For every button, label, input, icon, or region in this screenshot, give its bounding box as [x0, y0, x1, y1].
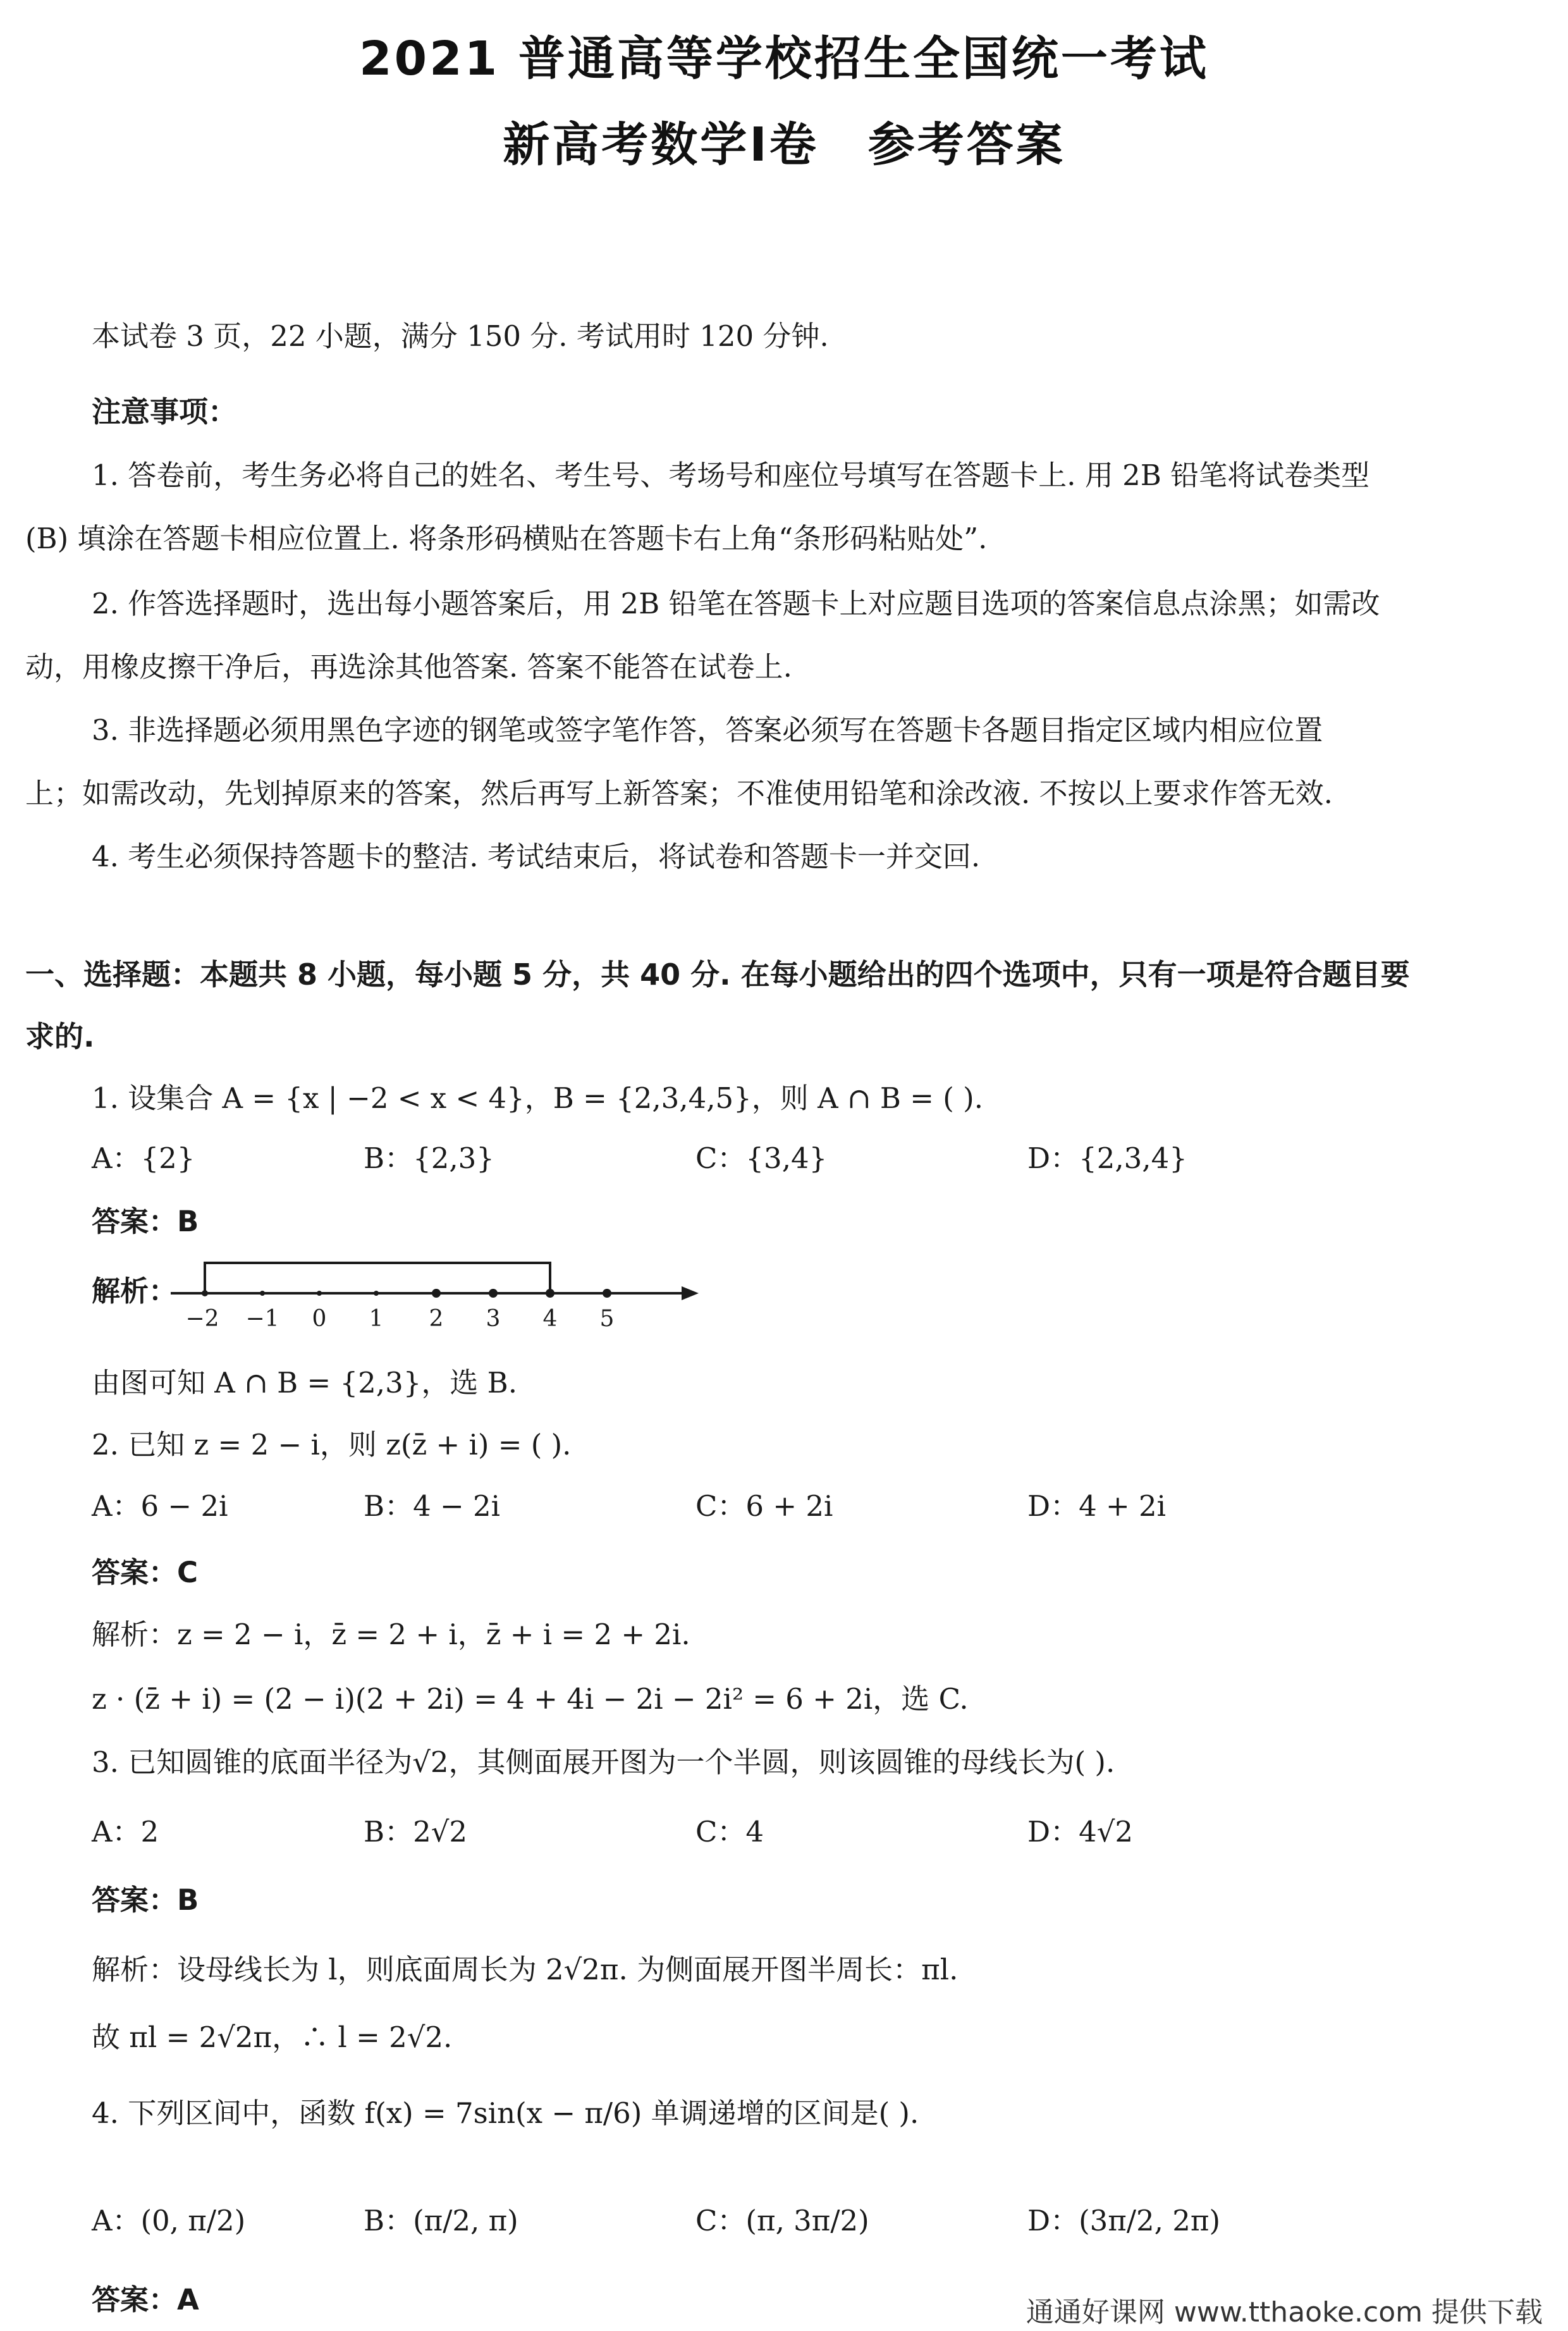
- q2-analysis-line-2: z · (z̄ + i) = (2 − i)(2 + 2i) = 4 + 4i − 2i − 2i² = 6 + 2i，选 C.: [92, 1682, 969, 1716]
- tick-label: 5: [599, 1306, 615, 1332]
- q1-option-d: D：{2,3,4}: [1027, 1141, 1187, 1175]
- point-4: [546, 1289, 554, 1298]
- q1-conclusion: 由图可知 A ∩ B = {2,3}，选 B.: [92, 1366, 518, 1399]
- q1-stem: 1. 设集合 A = {x | −2 < x < 4}，B = {2,3,4,5}，则 A ∩ B = ( ).: [92, 1081, 984, 1115]
- tick-label: −1: [245, 1306, 279, 1332]
- q4-option-a: A：(0, π/2): [92, 2204, 246, 2237]
- q3-answer: 答案：B: [92, 1883, 199, 1917]
- note-1-line-1: 1. 答卷前，考生务必将自己的姓名、考生号、考场号和座位号填写在答题卡上. 用 2B 铅笔将试卷类型: [92, 458, 1370, 492]
- q3-option-b: B：2√2: [364, 1815, 468, 1848]
- q3-option-a: A：2: [92, 1815, 159, 1848]
- note-1-line-2: (B) 填涂在答题卡相应位置上. 将条形码横贴在答题卡右上角“条形码粘贴处”.: [25, 522, 988, 555]
- tick-label: 2: [429, 1306, 444, 1332]
- q1-answer: 答案：B: [92, 1205, 199, 1238]
- q1-option-c: C：{3,4}: [695, 1141, 828, 1175]
- q3-analysis-line-2: 故 πl = 2√2π，∴ l = 2√2.: [92, 2020, 453, 2054]
- exam-intro: 本试卷 3 页，22 小题，满分 150 分. 考试用时 120 分钟.: [92, 319, 829, 353]
- watermark-footer: 通通好课网 www.tthaoke.com 提供下载: [1026, 2296, 1543, 2328]
- q4-stem: 4. 下列区间中，函数 f(x) = 7sin(x − π/6) 单调递增的区间是( ).: [92, 2096, 919, 2130]
- point-2: [432, 1289, 441, 1298]
- q3-option-d: D：4√2: [1027, 1815, 1134, 1848]
- note-3-line-2: 上；如需改动，先划掉原来的答案，然后再写上新答案；不准使用铅笔和涂改液. 不按以上要求作答无效.: [25, 777, 1333, 810]
- tick-mark: [317, 1291, 322, 1296]
- q1-analysis-label: 解析：: [92, 1274, 178, 1308]
- tick-label: 1: [369, 1306, 384, 1332]
- tick-mark: [260, 1291, 265, 1296]
- q1-option-a: A：{2}: [92, 1141, 195, 1175]
- tick-label: 3: [486, 1306, 501, 1332]
- q4-option-b: B：(π/2, π): [364, 2204, 518, 2237]
- q1-option-b: B：{2,3}: [364, 1141, 494, 1175]
- number-axis-arrow: [682, 1286, 699, 1300]
- q2-option-a: A：6 − 2i: [92, 1489, 228, 1523]
- tick-label: −2: [185, 1306, 219, 1332]
- tick-label: 4: [542, 1306, 558, 1332]
- point-3: [489, 1289, 498, 1298]
- section-1-heading-line-2: 求的.: [25, 1019, 95, 1054]
- page-title: 2021 普通高等学校招生全国统一考试: [359, 32, 1209, 86]
- section-1-heading-line-1: 一、选择题：本题共 8 小题，每小题 5 分，共 40 分. 在每小题给出的四个选项中，只有一项是符合题目要: [25, 957, 1410, 992]
- q2-analysis-line-1: 解析：z = 2 − i，z̄ = 2 + i，z̄ + i = 2 + 2i.: [92, 1618, 690, 1651]
- q4-answer: 答案：A: [92, 2283, 199, 2316]
- q3-stem: 3. 已知圆锥的底面半径为√2，其侧面展开图为一个半圆，则该圆锥的母线长为( ).: [92, 1745, 1115, 1779]
- tick-mark: [202, 1290, 208, 1296]
- q2-answer: 答案：C: [92, 1556, 199, 1589]
- q2-option-b: B：4 − 2i: [364, 1489, 501, 1523]
- note-2-line-1: 2. 作答选择题时，选出每小题答案后，用 2B 铅笔在答题卡上对应题目选项的答案信息点涂黑；如需改: [92, 587, 1380, 620]
- tick-label: 0: [312, 1306, 327, 1332]
- q4-option-c: C：(π, 3π/2): [695, 2204, 869, 2237]
- note-4: 4. 考生必须保持答题卡的整洁. 考试结束后，将试卷和答题卡一并交回.: [92, 840, 981, 873]
- note-2-line-2: 动，用橡皮擦干净后，再选涂其他答案. 答案不能答在试卷上.: [25, 650, 792, 684]
- notes-heading: 注意事项：: [92, 395, 237, 429]
- q4-option-d: D：(3π/2, 2π): [1027, 2204, 1221, 2237]
- tick-mark: [374, 1291, 379, 1296]
- q1-number-line-diagram: [171, 1255, 714, 1350]
- q2-stem: 2. 已知 z = 2 − i，则 z(z̄ + i) = ( ).: [92, 1428, 572, 1461]
- note-3-line-1: 3. 非选择题必须用黑色字迹的钢笔或签字笔作答，答案必须写在答题卡各题目指定区域内相应位置: [92, 713, 1323, 747]
- q3-option-c: C：4: [695, 1815, 764, 1848]
- q2-option-d: D：4 + 2i: [1027, 1489, 1167, 1523]
- q3-analysis-line-1: 解析：设母线长为 l，则底面周长为 2√2π. 为侧面展开图半周长：πl.: [92, 1953, 959, 1986]
- interval-bracket: [205, 1263, 550, 1293]
- point-5: [603, 1289, 611, 1298]
- q2-option-c: C：6 + 2i: [695, 1489, 833, 1523]
- page-subtitle: 新高考数学Ⅰ卷 参考答案: [503, 118, 1065, 172]
